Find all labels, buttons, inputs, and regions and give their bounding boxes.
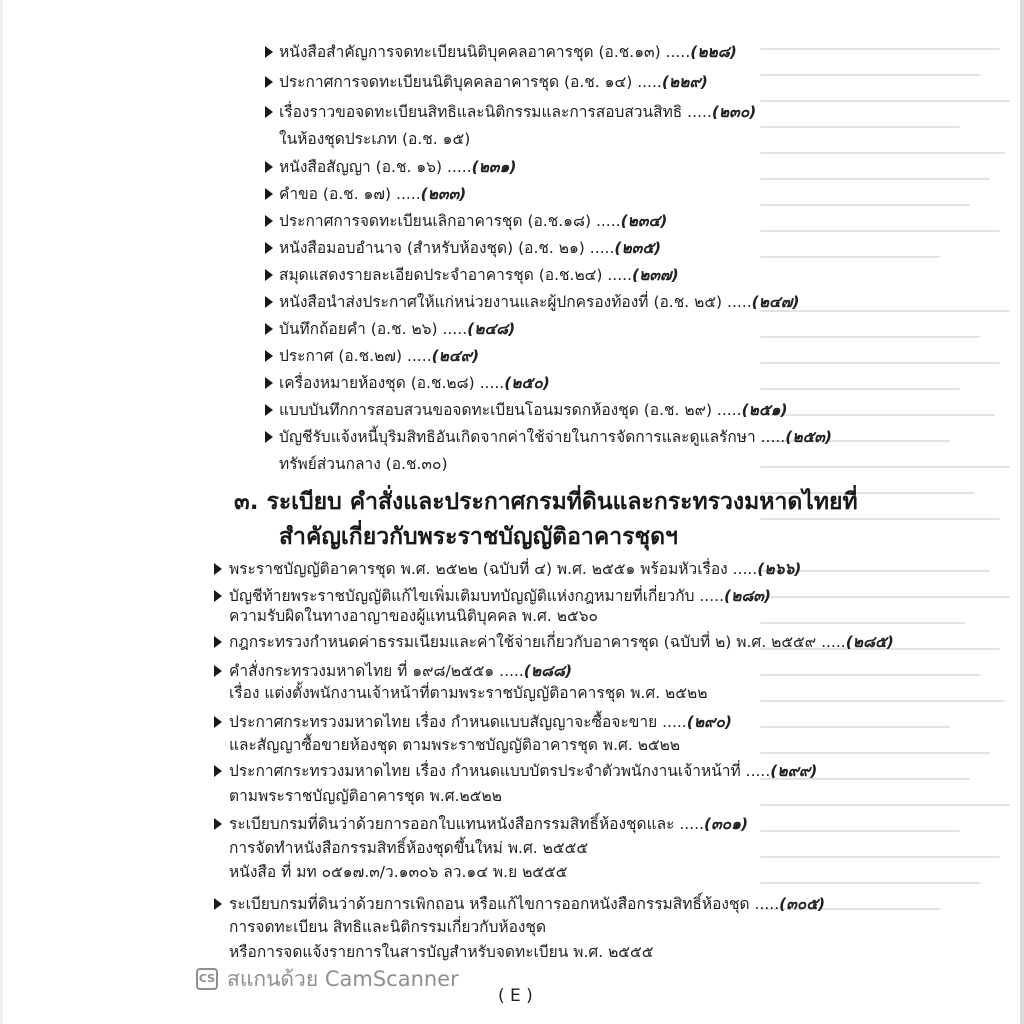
entry-text: บัญชีรับแจ้งหนี้บุริมสิทธิอันเกิดจากค่าใช้จ่ายในการจัดการและดูแลรักษา ..... <box>279 428 786 446</box>
entry-page: (๒๘๘) <box>523 662 573 680</box>
entry-text: แบบบันทึกการสอบสวนขอจดทะเบียนโอนมรดกห้องชุด (อ.ช. ๒๙) ..... <box>279 401 742 419</box>
list-item <box>279 319 515 339</box>
entry-text: เรื่องราวขอจดทะเบียนสิทธิและนิติกรรมและการสอบสวนสิทธิ ..... <box>279 103 712 121</box>
entry-page: (๒๕๑) <box>741 401 788 419</box>
list-item <box>229 586 771 606</box>
section-heading-continuation: สำคัญเกี่ยวกับพระราชบัญญัติอาคารชุดฯ <box>279 524 678 550</box>
entry-text: เครื่องหมายห้องชุด (อ.ช.๒๘) ..... <box>279 374 505 392</box>
entry-continuation: ตามพระราชบัญญัติอาคารชุด พ.ศ.๒๕๒๒ <box>229 787 502 805</box>
entry-page: (๒๔๙) <box>431 347 480 365</box>
bullet-icon <box>214 563 222 575</box>
entry-text: สมุดแสดงรายละเอียดประจำอาคารชุด (อ.ช.๒๔) ..... <box>279 266 633 284</box>
list-item <box>279 346 479 366</box>
entry-page: (๓๐๑) <box>704 815 749 833</box>
entry-page: (๒๒๙) <box>661 73 708 91</box>
section-heading: ๓. ระเบียบ คำสั่งและประกาศกรมที่ดินและกระทรวงมหาดไทยที่ <box>234 489 858 515</box>
entry-text: หนังสือนำส่งประกาศให้แก่หน่วยงานและผู้ปกครองท้องที่ (อ.ช. ๒๕) ..... <box>279 293 752 311</box>
entry-text: หนังสือสำคัญการจดทะเบียนนิติบุคคลอาคารชุด (อ.ช.๑๓) ..... <box>279 43 691 61</box>
entry-page: (๒๓๔) <box>620 212 668 230</box>
bullet-icon <box>265 161 273 173</box>
page-number: ( E ) <box>498 986 533 1006</box>
page-right-edge <box>1020 0 1024 1024</box>
entry-text: ระเบียบกรมที่ดินว่าด้วยการเพิกถอน หรือแก้ไขการออกหนังสือกรรมสิทธิ์ห้องชุด ..... <box>229 895 780 913</box>
entry-continuation: การจดทะเบียน สิทธิและนิติกรรมเกี่ยวกับห้องชุด <box>229 918 547 936</box>
list-item <box>279 292 799 312</box>
entry-page: (๒๙๐) <box>686 713 732 731</box>
entry-text: ประกาศการจดทะเบียนเลิกอาคารชุด (อ.ช.๑๘) ..... <box>279 212 621 230</box>
entry-page: (๒๕๐) <box>504 374 550 392</box>
bullet-icon <box>214 898 222 910</box>
bullet-icon <box>214 765 222 777</box>
entry-page: (๒๙๙) <box>770 762 818 780</box>
entry-continuation: ความรับผิดในทางอาญาของผู้แทนนิติบุคคล พ.ศ. ๒๕๖๐ <box>229 607 598 625</box>
bullet-icon <box>214 636 222 648</box>
entry-text: คำสั่งกระทรวงมหาดไทย ที่ ๑๙๘/๒๕๕๑ ..... <box>229 662 524 680</box>
entry-continuation: หรือการจดแจ้งรายการในสารบัญสำหรับจดทะเบียน พ.ศ. ๒๕๕๕ <box>229 943 654 961</box>
entry-continuation: หนังสือ ที่ มท ๐๕๑๗.๓/ว.๑๓๐๖ ลว.๑๔ พ.ย ๒๕๕๕ <box>229 863 568 881</box>
bullet-icon <box>214 665 222 677</box>
entry-page: (๒๓๑) <box>471 158 517 176</box>
bullet-icon <box>265 269 273 281</box>
list-item <box>229 632 894 652</box>
list-item <box>229 661 572 681</box>
camscanner-logo-icon: CS <box>196 968 218 990</box>
entry-page: (๒๓๕) <box>614 239 662 257</box>
list-item <box>279 265 679 285</box>
list-item <box>279 42 737 62</box>
bullet-icon <box>265 377 273 389</box>
entry-continuation: การจัดทำหนังสือกรรมสิทธิ์ห้องชุดขึ้นใหม่ พ.ศ. ๒๕๕๕ <box>229 839 589 857</box>
list-item <box>279 211 667 231</box>
bullet-icon <box>265 76 273 88</box>
list-item <box>279 184 466 204</box>
entry-text: หนังสือมอบอำนาจ (สำหรับห้องชุด) (อ.ช. ๒๑) ..... <box>279 239 615 257</box>
entry-text: บันทึกถ้อยคำ (อ.ช. ๒๖) ..... <box>279 320 468 338</box>
bullet-icon <box>265 215 273 227</box>
scanner-watermark: สแกนด้วย CamScanner <box>227 967 459 991</box>
entry-page: (๒๔๗) <box>751 293 800 311</box>
entry-page: (๒๓๗) <box>632 266 679 284</box>
entry-text: ประกาศการจดทะเบียนนิติบุคคลอาคารชุด (อ.ช. ๑๔) ..... <box>279 73 662 91</box>
list-item <box>279 102 756 122</box>
bullet-icon <box>265 404 273 416</box>
entry-continuation: และสัญญาซื้อขายห้องชุด ตามพระราชบัญญัติอาคารชุด พ.ศ. ๒๕๒๒ <box>229 736 681 754</box>
entry-continuation: ทรัพย์ส่วนกลาง (อ.ช.๓๐) <box>279 455 448 473</box>
entry-text: หนังสือสัญญา (อ.ช. ๑๖) ..... <box>279 158 472 176</box>
bullet-icon <box>214 716 222 728</box>
entry-page: (๒๕๓) <box>785 428 832 446</box>
entry-page: (๒๓๐) <box>711 103 757 121</box>
bullet-icon <box>214 818 222 830</box>
bullet-icon <box>265 296 273 308</box>
bullet-icon <box>265 106 273 118</box>
list-item <box>279 238 661 258</box>
page-left-edge <box>0 0 3 1024</box>
entry-page: (๒๓๓) <box>420 185 467 203</box>
entry-text: ประกาศกระทรวงมหาดไทย เรื่อง กำหนดแบบบัตรประจำตัวพนักงานเจ้าหน้าที่ ..... <box>229 762 771 780</box>
list-item <box>229 894 825 914</box>
bullet-icon <box>265 323 273 335</box>
entry-page: (๒๒๘) <box>690 43 737 61</box>
list-item <box>279 427 832 447</box>
entry-continuation: เรื่อง แต่งตั้งพนักงานเจ้าหน้าที่ตามพระราชบัญญัติอาคารชุด พ.ศ. ๒๕๒๒ <box>229 684 708 702</box>
entry-text: กฎกระทรวงกำหนดค่าธรรมเนียมและค่าใช้จ่ายเกี่ยวกับอาคารชุด (ฉบับที่ ๒) พ.ศ. ๒๕๕๙ ..... <box>229 633 846 651</box>
list-item <box>229 559 801 579</box>
bullet-icon <box>265 46 273 58</box>
list-item <box>229 814 748 834</box>
bullet-icon <box>265 188 273 200</box>
entry-text: บัญชีท้ายพระราชบัญญัติแก้ไขเพิ่มเติมบทบัญญัติแห่งกฎหมายที่เกี่ยวกับ ..... <box>229 587 725 605</box>
bullet-icon <box>265 350 273 362</box>
bullet-icon <box>265 242 273 254</box>
entry-continuation: ในห้องชุดประเภท (อ.ช. ๑๕) <box>279 130 471 148</box>
entry-text: คำขอ (อ.ช. ๑๗) ..... <box>279 185 421 203</box>
list-item <box>229 761 817 781</box>
entry-text: ประกาศ (อ.ช.๒๗) ..... <box>279 347 432 365</box>
entry-text: พระราชบัญญัติอาคารชุด พ.ศ. ๒๕๒๒ (ฉบับที่ ๔) พ.ศ. ๒๕๕๑ พร้อมหัวเรื่อง ..... <box>229 560 758 578</box>
list-item <box>279 72 708 92</box>
entry-page: (๒๔๘) <box>467 320 516 338</box>
entry-page: (๒๘๕) <box>845 633 894 651</box>
entry-text: ประกาศกระทรวงมหาดไทย เรื่อง กำหนดแบบสัญญาจะซื้อจะขาย ..... <box>229 713 687 731</box>
list-item <box>229 712 732 732</box>
bullet-icon <box>265 431 273 443</box>
bullet-icon <box>214 590 222 602</box>
entry-page: (๓๐๕) <box>779 895 826 913</box>
list-item <box>279 373 550 393</box>
entry-page: (๒๘๓) <box>724 587 771 605</box>
list-item <box>279 400 788 420</box>
entry-text: ระเบียบกรมที่ดินว่าด้วยการออกใบแทนหนังสือกรรมสิทธิ์ห้องชุดและ ..... <box>229 815 704 833</box>
entry-page: (๒๖๖) <box>757 560 802 578</box>
list-item <box>279 157 516 177</box>
